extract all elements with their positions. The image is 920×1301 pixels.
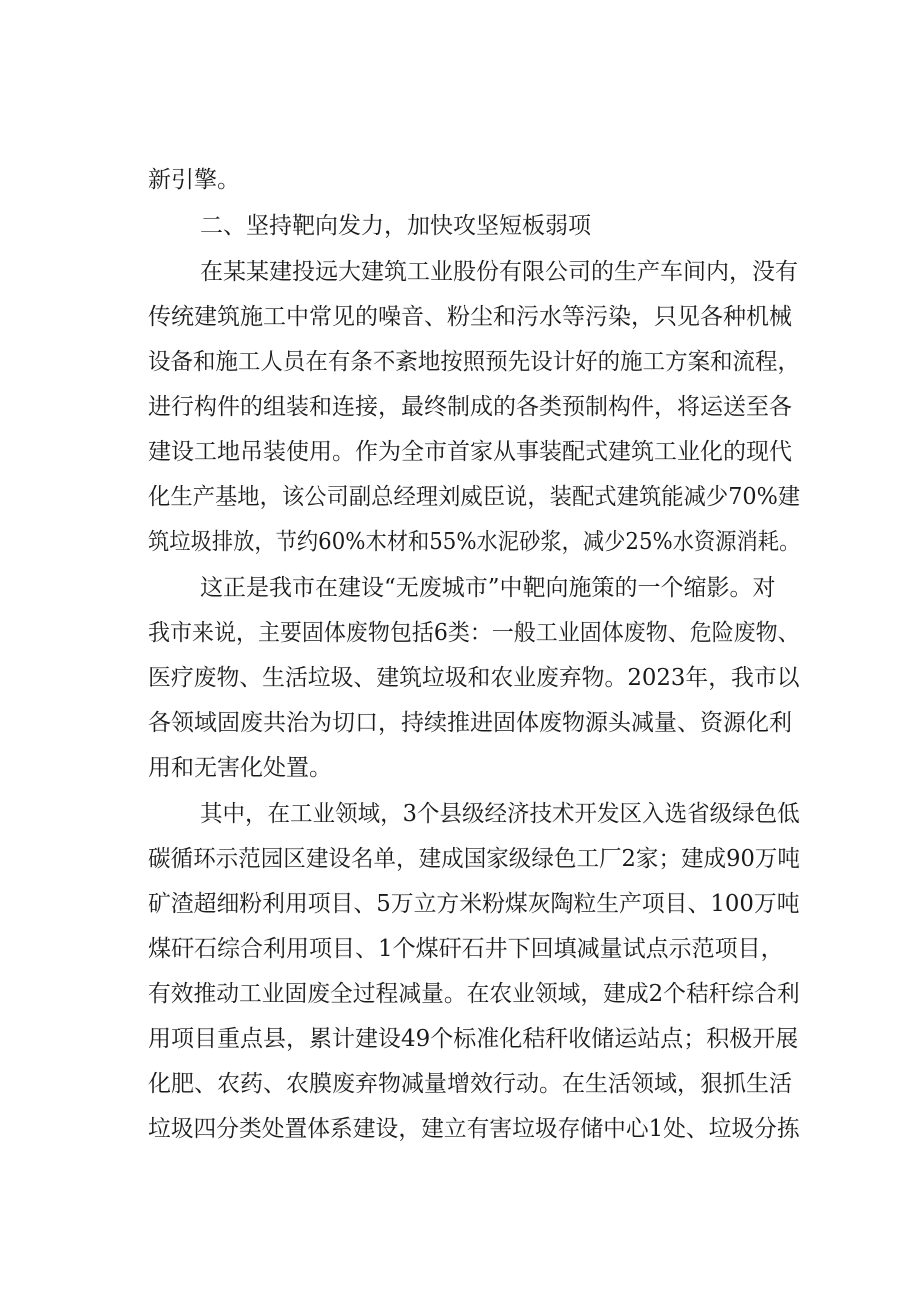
paragraph-line: 设备和施工人员在有条不紊地按照预先设计好的施工方案和流程， [148, 349, 800, 375]
paragraph-line: 医疗废物、生活垃圾、建筑垃圾和农业废弃物。2023年，我市以 [148, 665, 800, 691]
paragraph-line: 碳循环示范园区建设名单，建成国家级绿色工厂2家；建成90万吨 [148, 846, 800, 872]
continuation-line: 新引擎。 [148, 167, 240, 193]
paragraph-line: 用项目重点县，累计建设49个标准化秸秆收储运站点；积极开展 [148, 1026, 799, 1052]
paragraph-line: 进行构件的组装和连接，最终制成的各类预制构件，将运送至各 [148, 394, 792, 420]
paragraph-line: 化生产基地，该公司副总经理刘威臣说，装配式建筑能减少70%建 [148, 484, 801, 510]
paragraph-line: 煤矸石综合利用项目、1个煤矸石井下回填减量试点示范项目， [148, 936, 784, 962]
paragraph-line: 矿渣超细粉利用项目、5万立方米粉煤灰陶粒生产项目、100万吨 [148, 891, 800, 917]
paragraph-line: 化肥、农药、农膜废弃物减量增效行动。在生活领域，狠抓生活 [148, 1071, 792, 1097]
paragraph-line: 我市来说，主要固体废物包括6类：一般工业固体废物、危险废物、 [148, 620, 800, 646]
paragraph-line: 垃圾四分类处置体系建设，建立有害垃圾存储中心1处、垃圾分拣 [148, 1116, 800, 1142]
paragraph-line: 在某某建投远大建筑工业股份有限公司的生产车间内，没有 [200, 259, 798, 285]
paragraph-line: 有效推动工业固废全过程减量。在农业领域，建成2个秸秆综合利 [148, 981, 800, 1007]
paragraph-line: 传统建筑施工中常见的噪音、粉尘和污水等污染，只见各种机械 [148, 304, 792, 330]
paragraph-line: 用和无害化处置。 [148, 755, 332, 781]
section-heading: 二、坚持靶向发力，加快攻坚短板弱项 [200, 213, 591, 239]
paragraph-line: 筑垃圾排放，节约60%木材和55%水泥砂浆，减少25%水资源消耗。 [148, 529, 801, 555]
paragraph-line: 其中，在工业领域，3个县级经济技术开发区入选省级绿色低 [200, 801, 800, 827]
paragraph-line: 这正是我市在建设“无废城市”中靶向施策的一个缩影。对 [200, 575, 776, 601]
paragraph-line: 建设工地吊装使用。作为全市首家从事装配式建筑工业化的现代 [148, 439, 792, 465]
paragraph-line: 各领域固废共治为切口，持续推进固体废物源头减量、资源化利 [148, 710, 792, 736]
